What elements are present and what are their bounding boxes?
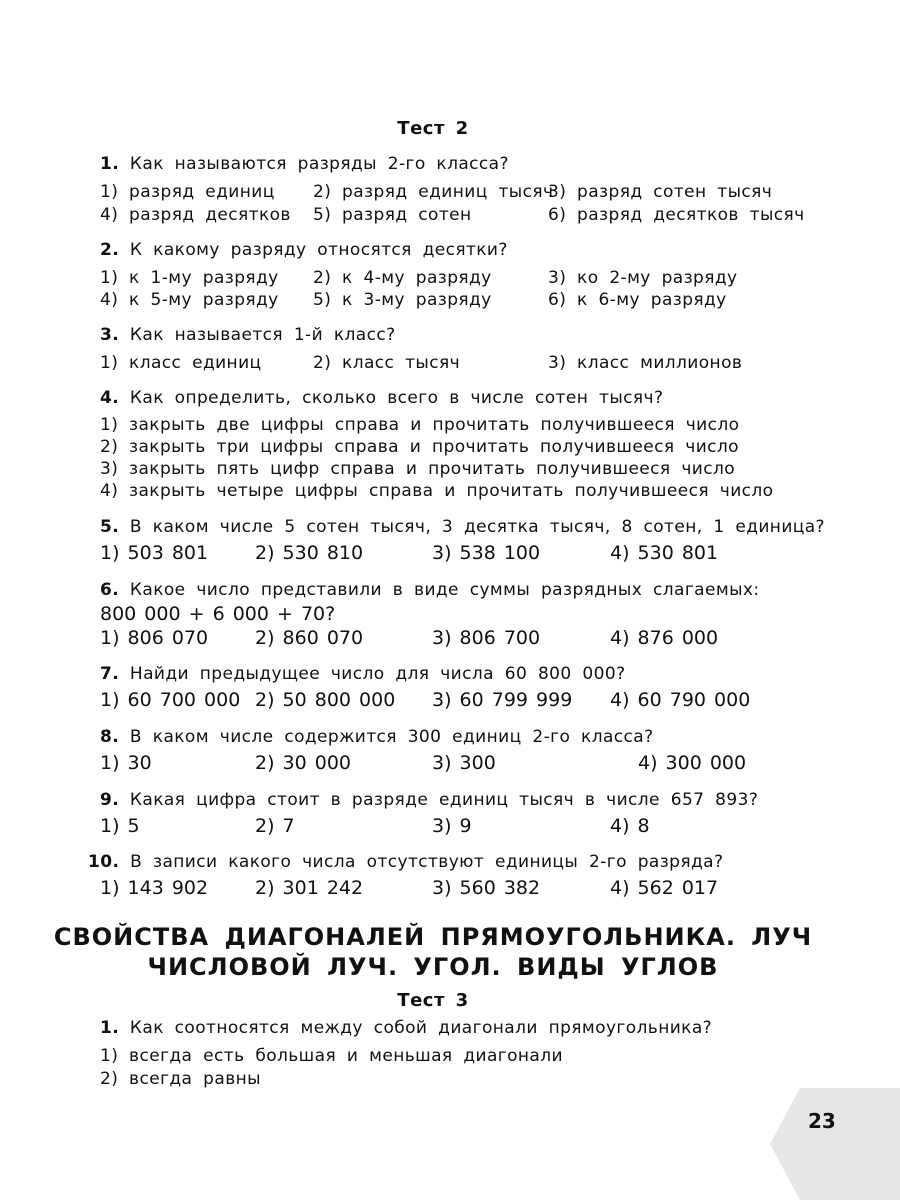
option: 1) 806 070 bbox=[100, 627, 209, 649]
question-number: 8. bbox=[100, 727, 120, 747]
option: 2) класс тысяч bbox=[313, 353, 461, 373]
page-number: 23 bbox=[808, 1109, 836, 1133]
section-title-line-1: СВОЙСТВА ДИАГОНАЛЕЙ ПРЯМОУГОЛЬНИКА. ЛУЧ bbox=[53, 923, 813, 951]
question-9 bbox=[100, 790, 758, 810]
question-text: Какое число представили в виде суммы разрядных слагаемых: bbox=[129, 580, 760, 600]
test2-title: Тест 2 bbox=[397, 118, 469, 139]
question-7 bbox=[100, 664, 626, 684]
option: 1) всегда есть большая и меньшая диагонали bbox=[100, 1046, 563, 1066]
question-number: 2. bbox=[100, 240, 120, 260]
option: 3) 560 382 bbox=[432, 877, 541, 899]
question-text: Как называются разряды 2-го класса? bbox=[129, 154, 509, 174]
option: 2) 530 810 bbox=[255, 542, 364, 564]
option: 4) закрыть четыре цифры справа и прочитать получившееся число bbox=[100, 481, 774, 501]
question-text: Найди предыдущее число для числа 60 800 000? bbox=[129, 664, 626, 684]
question-number: 7. bbox=[100, 664, 120, 684]
question-5 bbox=[100, 517, 825, 537]
option: 1) 503 801 bbox=[100, 542, 209, 564]
test3-question-1 bbox=[100, 1018, 712, 1038]
option: 1) 5 bbox=[100, 815, 140, 837]
option: 3) 538 100 bbox=[432, 542, 541, 564]
question-text: К какому разряду относятся десятки? bbox=[129, 240, 508, 260]
option: 4) разряд десятков bbox=[100, 205, 291, 225]
option: 3) ко 2-му разряду bbox=[548, 268, 738, 288]
option: 3) закрыть пять цифр справа и прочитать получившееся число bbox=[100, 459, 736, 479]
question-text: Какая цифра стоит в разряде единиц тысяч в числе 657 893? bbox=[129, 790, 759, 810]
option: 4) 876 000 bbox=[610, 627, 719, 649]
question-number: 1. bbox=[100, 1018, 120, 1038]
question-number: 3. bbox=[100, 325, 120, 345]
question-6 bbox=[100, 580, 760, 600]
option: 1) 143 902 bbox=[100, 877, 209, 899]
question-text: Как определить, сколько всего в числе сотен тысяч? bbox=[129, 388, 664, 408]
option: 3) класс миллионов bbox=[548, 353, 743, 373]
option: 4) 60 790 000 bbox=[610, 689, 751, 711]
question-4 bbox=[100, 388, 663, 408]
question-2 bbox=[100, 240, 508, 260]
option: 2) к 4-му разряду bbox=[313, 268, 492, 288]
option: 4) 300 000 bbox=[638, 752, 747, 774]
option: 4) 8 bbox=[610, 815, 650, 837]
option: 2) 301 242 bbox=[255, 877, 364, 899]
option: 5) разряд сотен bbox=[313, 205, 472, 225]
option: 4) к 5-му разряду bbox=[100, 290, 279, 310]
question-text: В записи какого числа отсутствуют единицы 2-го разряда? bbox=[130, 852, 724, 872]
page-number-tab bbox=[770, 1088, 900, 1200]
question-number: 1. bbox=[100, 154, 120, 174]
question-number: 4. bbox=[100, 388, 120, 408]
question-text: Как называется 1-й класс? bbox=[129, 325, 396, 345]
option: 4) 530 801 bbox=[610, 542, 719, 564]
question-10 bbox=[88, 852, 723, 872]
question-3 bbox=[100, 325, 396, 345]
test3-title: Тест 3 bbox=[397, 990, 469, 1011]
option: 1) закрыть две цифры справа и прочитать получившееся число bbox=[100, 415, 740, 435]
section-title-line-2: ЧИСЛОВОЙ ЛУЧ. УГОЛ. ВИДЫ УГЛОВ bbox=[147, 953, 719, 981]
option: 2) разряд единиц тысяч bbox=[313, 182, 554, 202]
option: 4) 562 017 bbox=[610, 877, 719, 899]
option: 3) 806 700 bbox=[432, 627, 541, 649]
question-8 bbox=[100, 727, 654, 747]
question-text: Как соотносятся между собой диагонали прямоугольника? bbox=[129, 1018, 713, 1038]
option: 1) 60 700 000 bbox=[100, 689, 241, 711]
question-number: 9. bbox=[100, 790, 120, 810]
option: 3) 60 799 999 bbox=[432, 689, 573, 711]
option: 2) всегда равны bbox=[100, 1069, 261, 1089]
option: 3) 300 bbox=[432, 752, 496, 774]
question-text: В каком числе 5 сотен тысяч, 3 десятка тысяч, 8 сотен, 1 единица? bbox=[129, 517, 825, 537]
question-text: В каком числе содержится 300 единиц 2-го класса? bbox=[129, 727, 654, 747]
option: 2) 50 800 000 bbox=[255, 689, 396, 711]
option: 6) к 6-му разряду bbox=[548, 290, 727, 310]
option: 2) закрыть три цифры справа и прочитать получившееся число bbox=[100, 437, 739, 457]
option: 2) 7 bbox=[255, 815, 295, 837]
option: 1) 30 bbox=[100, 752, 152, 774]
option: 1) к 1-му разряду bbox=[100, 268, 279, 288]
question-number: 5. bbox=[100, 517, 120, 537]
question-number: 6. bbox=[100, 580, 120, 600]
question-number: 10. bbox=[88, 852, 120, 872]
option: 5) к 3-му разряду bbox=[313, 290, 492, 310]
option: 3) 9 bbox=[432, 815, 472, 837]
question-6-expression: 800 000 + 6 000 + 70? bbox=[100, 603, 336, 625]
option: 2) 860 070 bbox=[255, 627, 364, 649]
option: 6) разряд десятков тысяч bbox=[548, 205, 805, 225]
option: 1) разряд единиц bbox=[100, 182, 275, 202]
option: 2) 30 000 bbox=[255, 752, 352, 774]
option: 1) класс единиц bbox=[100, 353, 262, 373]
option: 3) разряд сотен тысяч bbox=[548, 182, 773, 202]
question-1 bbox=[100, 154, 509, 174]
